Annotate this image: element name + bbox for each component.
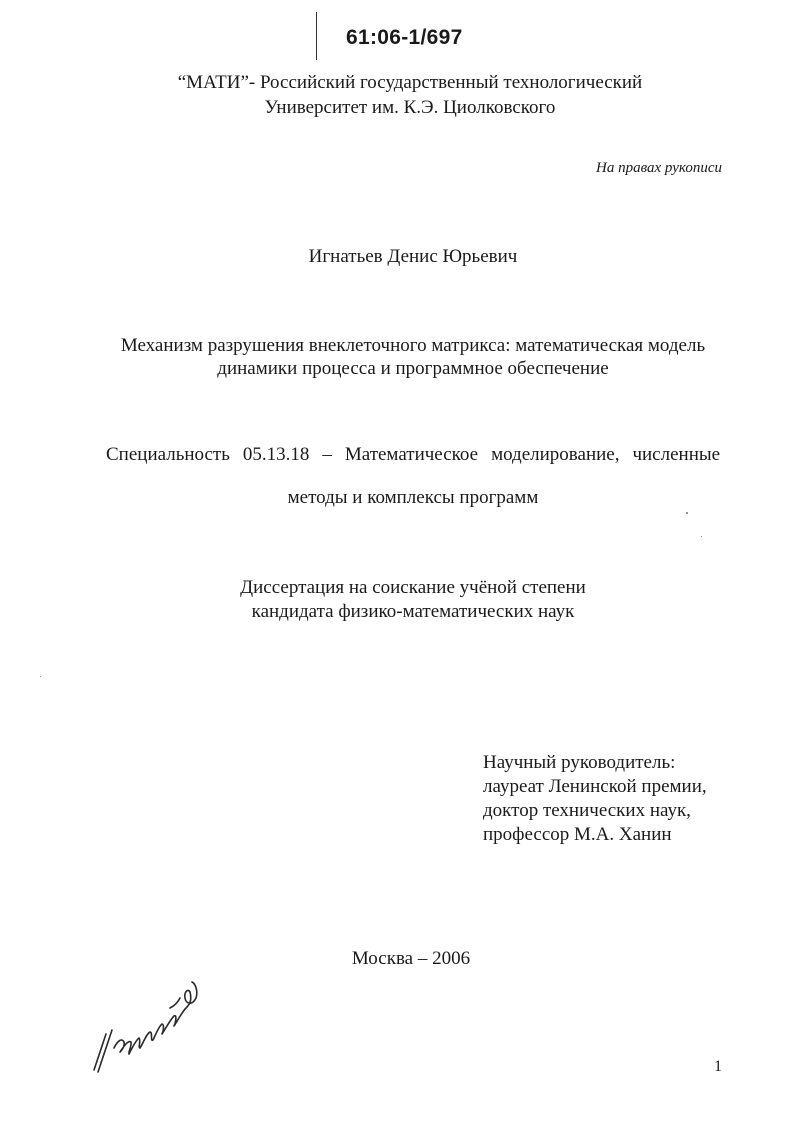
specialty-line-1 bbox=[106, 444, 720, 466]
advisor-line: лауреат Ленинской премии, bbox=[483, 776, 707, 797]
university-line-1: “МАТИ”- Российский государственный технологический bbox=[177, 72, 643, 93]
city-year: Москва – 2006 bbox=[351, 948, 471, 969]
advisor-line: профессор М.А. Ханин bbox=[483, 824, 672, 845]
university-line-2: Университет им. К.Э. Циолковского bbox=[264, 97, 556, 118]
advisor-line: Научный руководитель: bbox=[483, 752, 676, 773]
dissertation-title bbox=[100, 334, 726, 380]
specialty-word: 05.13.18 bbox=[242, 444, 310, 465]
scientific-advisor bbox=[483, 751, 707, 847]
scan-speck bbox=[40, 676, 41, 677]
scan-speck bbox=[686, 512, 688, 514]
title-line-1: Механизм разрушения внеклеточного матрикса: математическая модель bbox=[120, 335, 706, 356]
degree-line-1: Диссертация на соискание учёной степени bbox=[240, 577, 586, 598]
margin-rule bbox=[316, 12, 317, 60]
degree-line-2: кандидата физико-математических наук bbox=[251, 601, 575, 622]
specialty-word: – bbox=[322, 444, 332, 465]
title-line-2: динамики процесса и программное обеспечение bbox=[217, 358, 609, 379]
author-name: Игнатьев Денис Юрьевич bbox=[308, 246, 518, 267]
advisor-line: доктор технических наук, bbox=[483, 800, 691, 821]
archive-code: 61:06-1/697 bbox=[346, 26, 463, 49]
specialty-word: Специальность bbox=[106, 444, 230, 465]
specialty-word: моделирование, bbox=[491, 444, 620, 465]
manuscript-note: На правах рукописи bbox=[596, 160, 722, 176]
handwritten-signature bbox=[84, 962, 214, 1082]
scan-speck bbox=[701, 536, 702, 537]
degree-statement bbox=[100, 576, 726, 624]
page-number: 1 bbox=[714, 1058, 722, 1075]
specialty-word: Математическое bbox=[344, 444, 479, 465]
specialty-word: численные bbox=[632, 444, 721, 465]
university-name bbox=[150, 70, 670, 120]
specialty-line-2: методы и комплексы программ bbox=[287, 487, 539, 508]
